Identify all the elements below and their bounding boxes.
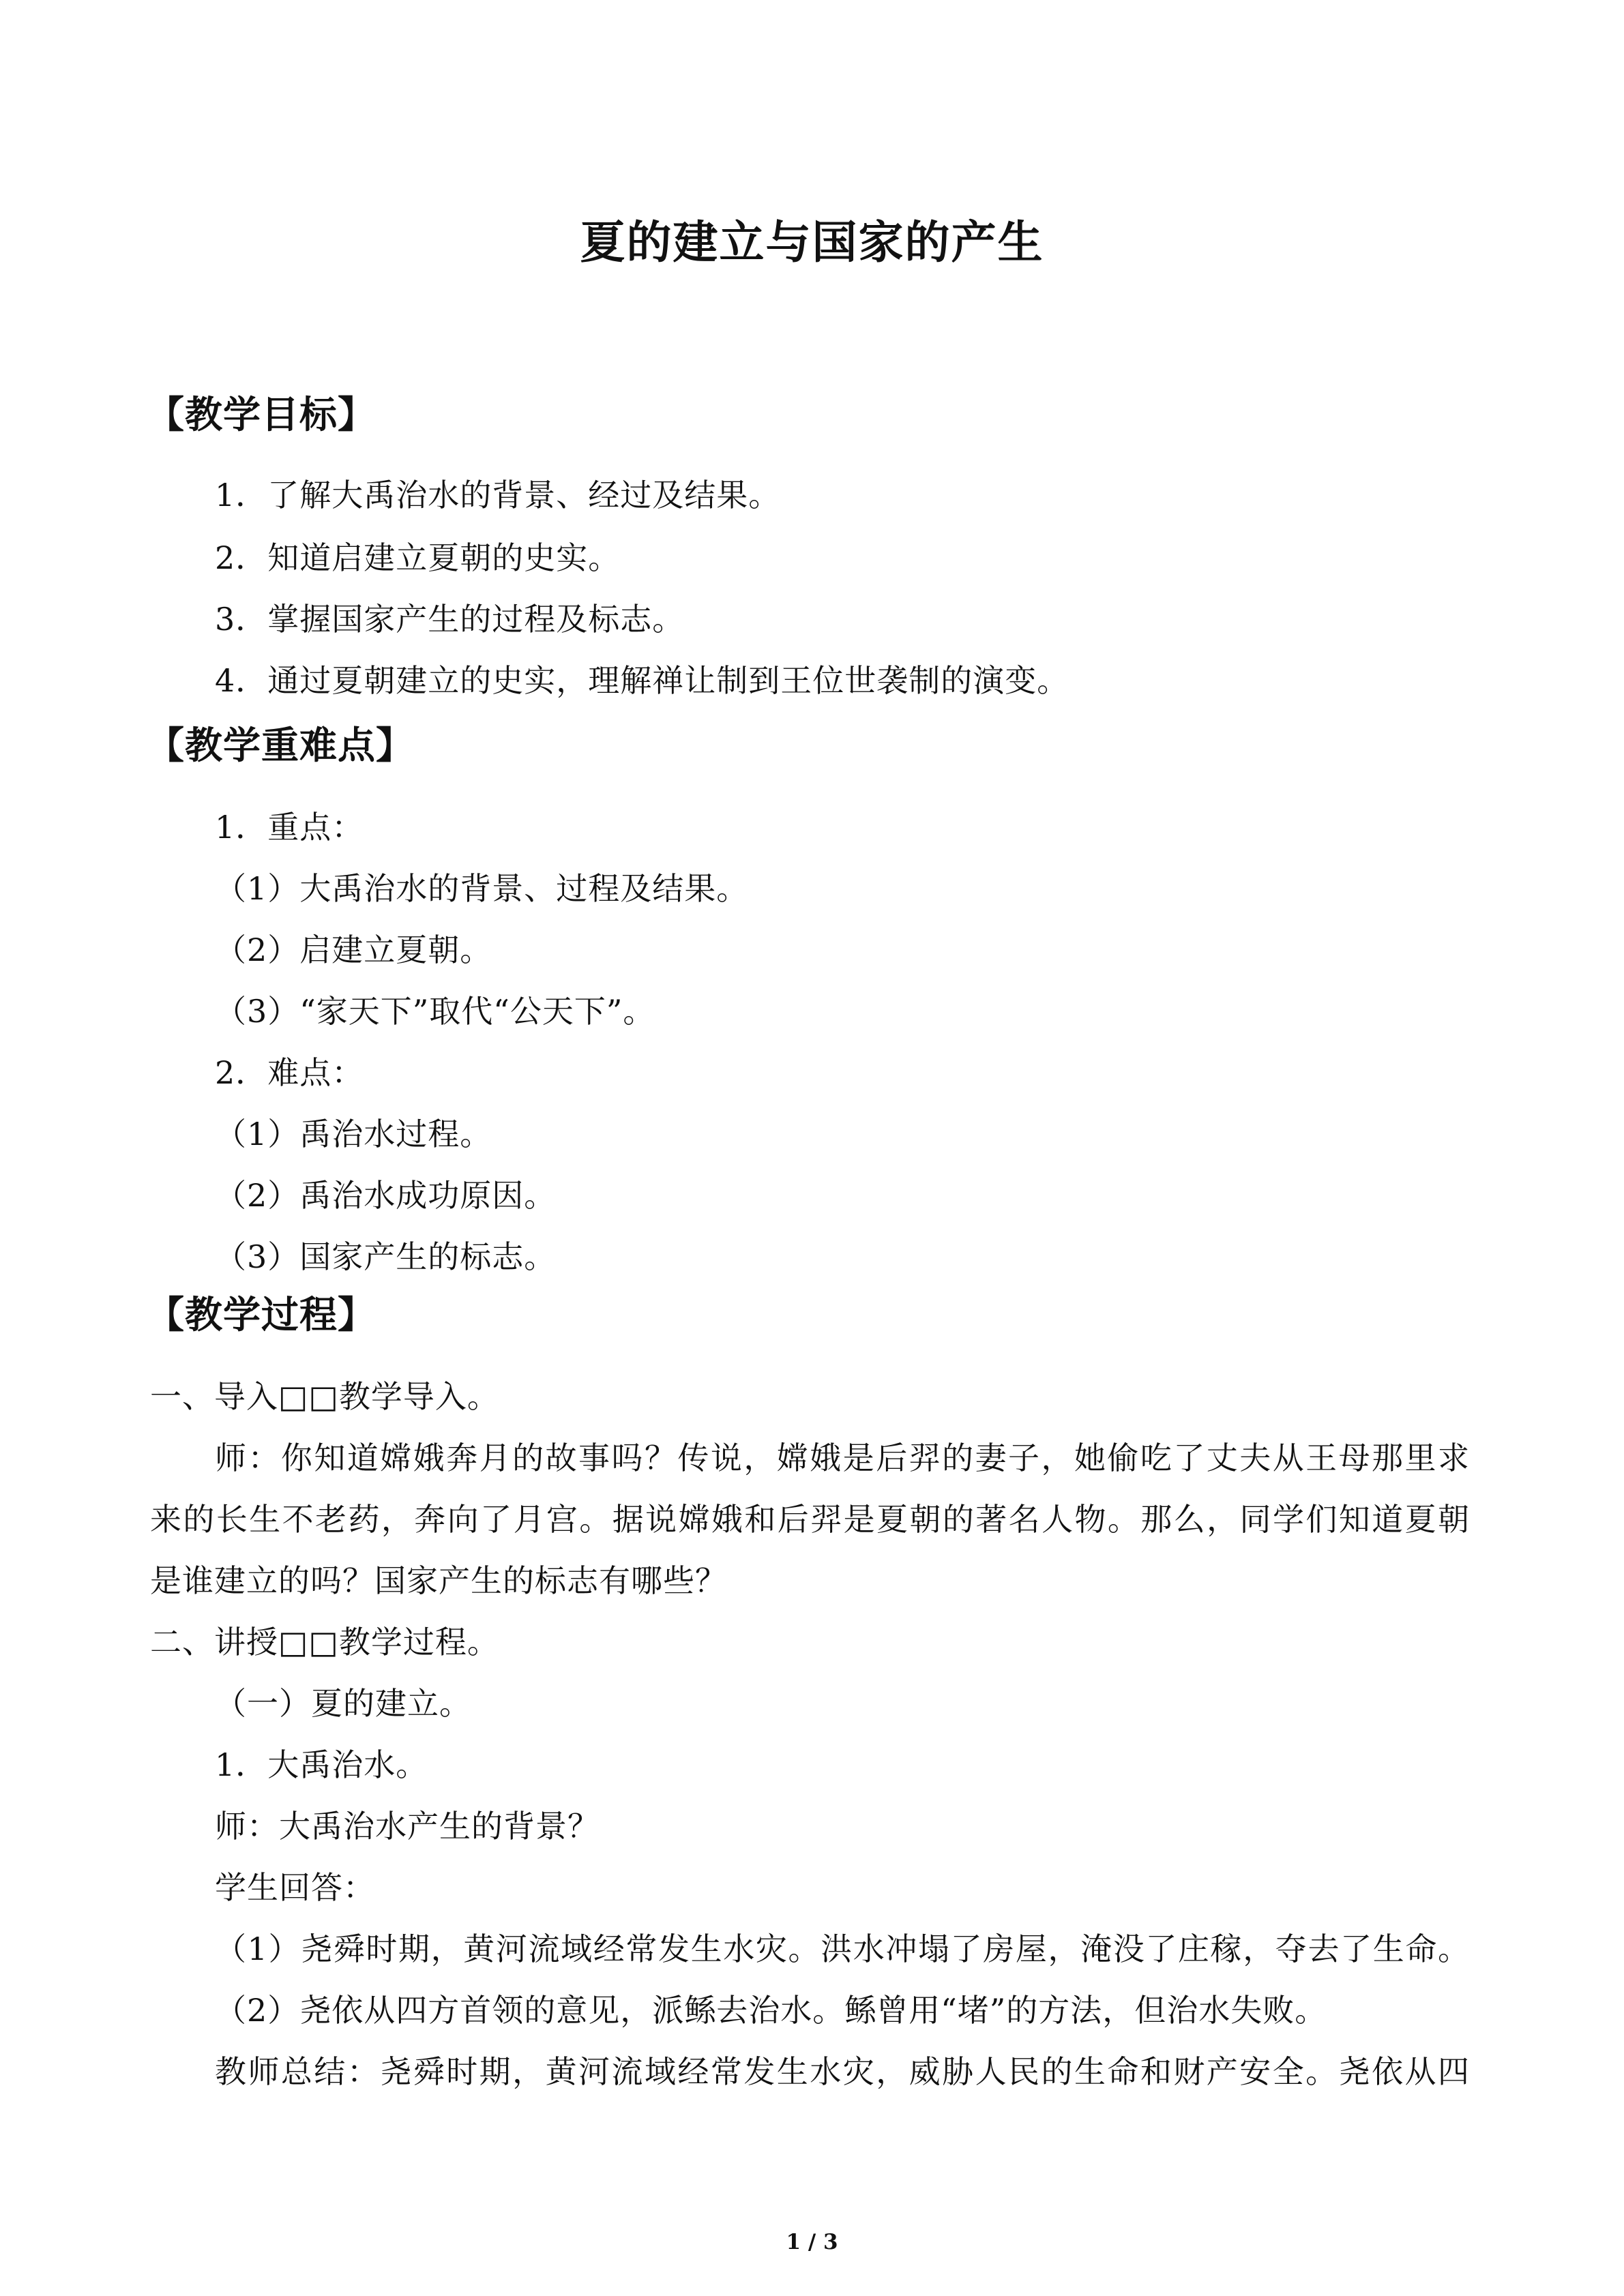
section-heading-key-points: 【教学重难点】 xyxy=(147,723,415,767)
key-point-item: （1）大禹治水的背景、过程及结果。 xyxy=(215,870,749,907)
key-point-item: （2）启建立夏朝。 xyxy=(215,931,492,968)
process-paragraph-line: 来的长生不老药，奔向了月宫。据说嫦娥和后羿是夏朝的著名人物。那么，同学们知道夏朝 xyxy=(150,1501,1470,1538)
process-line: （2）尧依从四方首领的意见，派鲧去治水。鲧曾用“堵”的方法，但治水失败。 xyxy=(215,1992,1327,2029)
process-line: （一）夏的建立。 xyxy=(215,1685,471,1722)
key-point-item: 2．难点： xyxy=(215,1054,364,1091)
key-point-item: 1．重点： xyxy=(215,809,364,846)
key-point-item: （1）禹治水过程。 xyxy=(215,1116,492,1152)
key-point-item: （3）“家天下”取代“公天下”。 xyxy=(215,993,655,1030)
process-line: 师：大禹治水产生的背景？ xyxy=(215,1808,600,1845)
process-line: 学生回答： xyxy=(215,1869,375,1906)
section-heading-process: 【教学过程】 xyxy=(147,1292,377,1337)
section-heading-objectives: 【教学目标】 xyxy=(147,392,377,436)
objective-item: 2．知道启建立夏朝的史实。 xyxy=(215,539,621,576)
process-line: （1）尧舜时期，黄河流域经常发生水灾。洪水冲塌了房屋，淹没了庄稼，夺去了生命。 xyxy=(215,1930,1470,1967)
objective-item: 1．了解大禹治水的背景、经过及结果。 xyxy=(215,477,781,513)
page-number: 1 / 3 xyxy=(786,2230,838,2254)
process-paragraph-line: 是谁建立的吗？国家产生的标志有哪些？ xyxy=(150,1562,727,1599)
key-point-item: （3）国家产生的标志。 xyxy=(215,1238,557,1275)
process-line: 教师总结：尧舜时期，黄河流域经常发生水灾，威胁人民的生命和财产安全。尧依从四 xyxy=(215,2053,1470,2090)
process-line: 1．大禹治水。 xyxy=(215,1746,428,1783)
key-point-item: （2）禹治水成功原因。 xyxy=(215,1177,557,1214)
process-line: 一、导入□□教学导入。 xyxy=(150,1378,499,1415)
document-title: 夏的建立与国家的产生 xyxy=(580,215,1044,269)
process-paragraph-line: 师：你知道嫦娥奔月的故事吗？传说，嫦娥是后羿的妻子，她偷吃了丈夫从王母那里求 xyxy=(215,1440,1470,1476)
objective-item: 3．掌握国家产生的过程及标志。 xyxy=(215,601,685,638)
process-line: 二、讲授□□教学过程。 xyxy=(150,1624,499,1660)
objective-item: 4．通过夏朝建立的史实，理解禅让制到王位世袭制的演变。 xyxy=(215,662,1069,699)
